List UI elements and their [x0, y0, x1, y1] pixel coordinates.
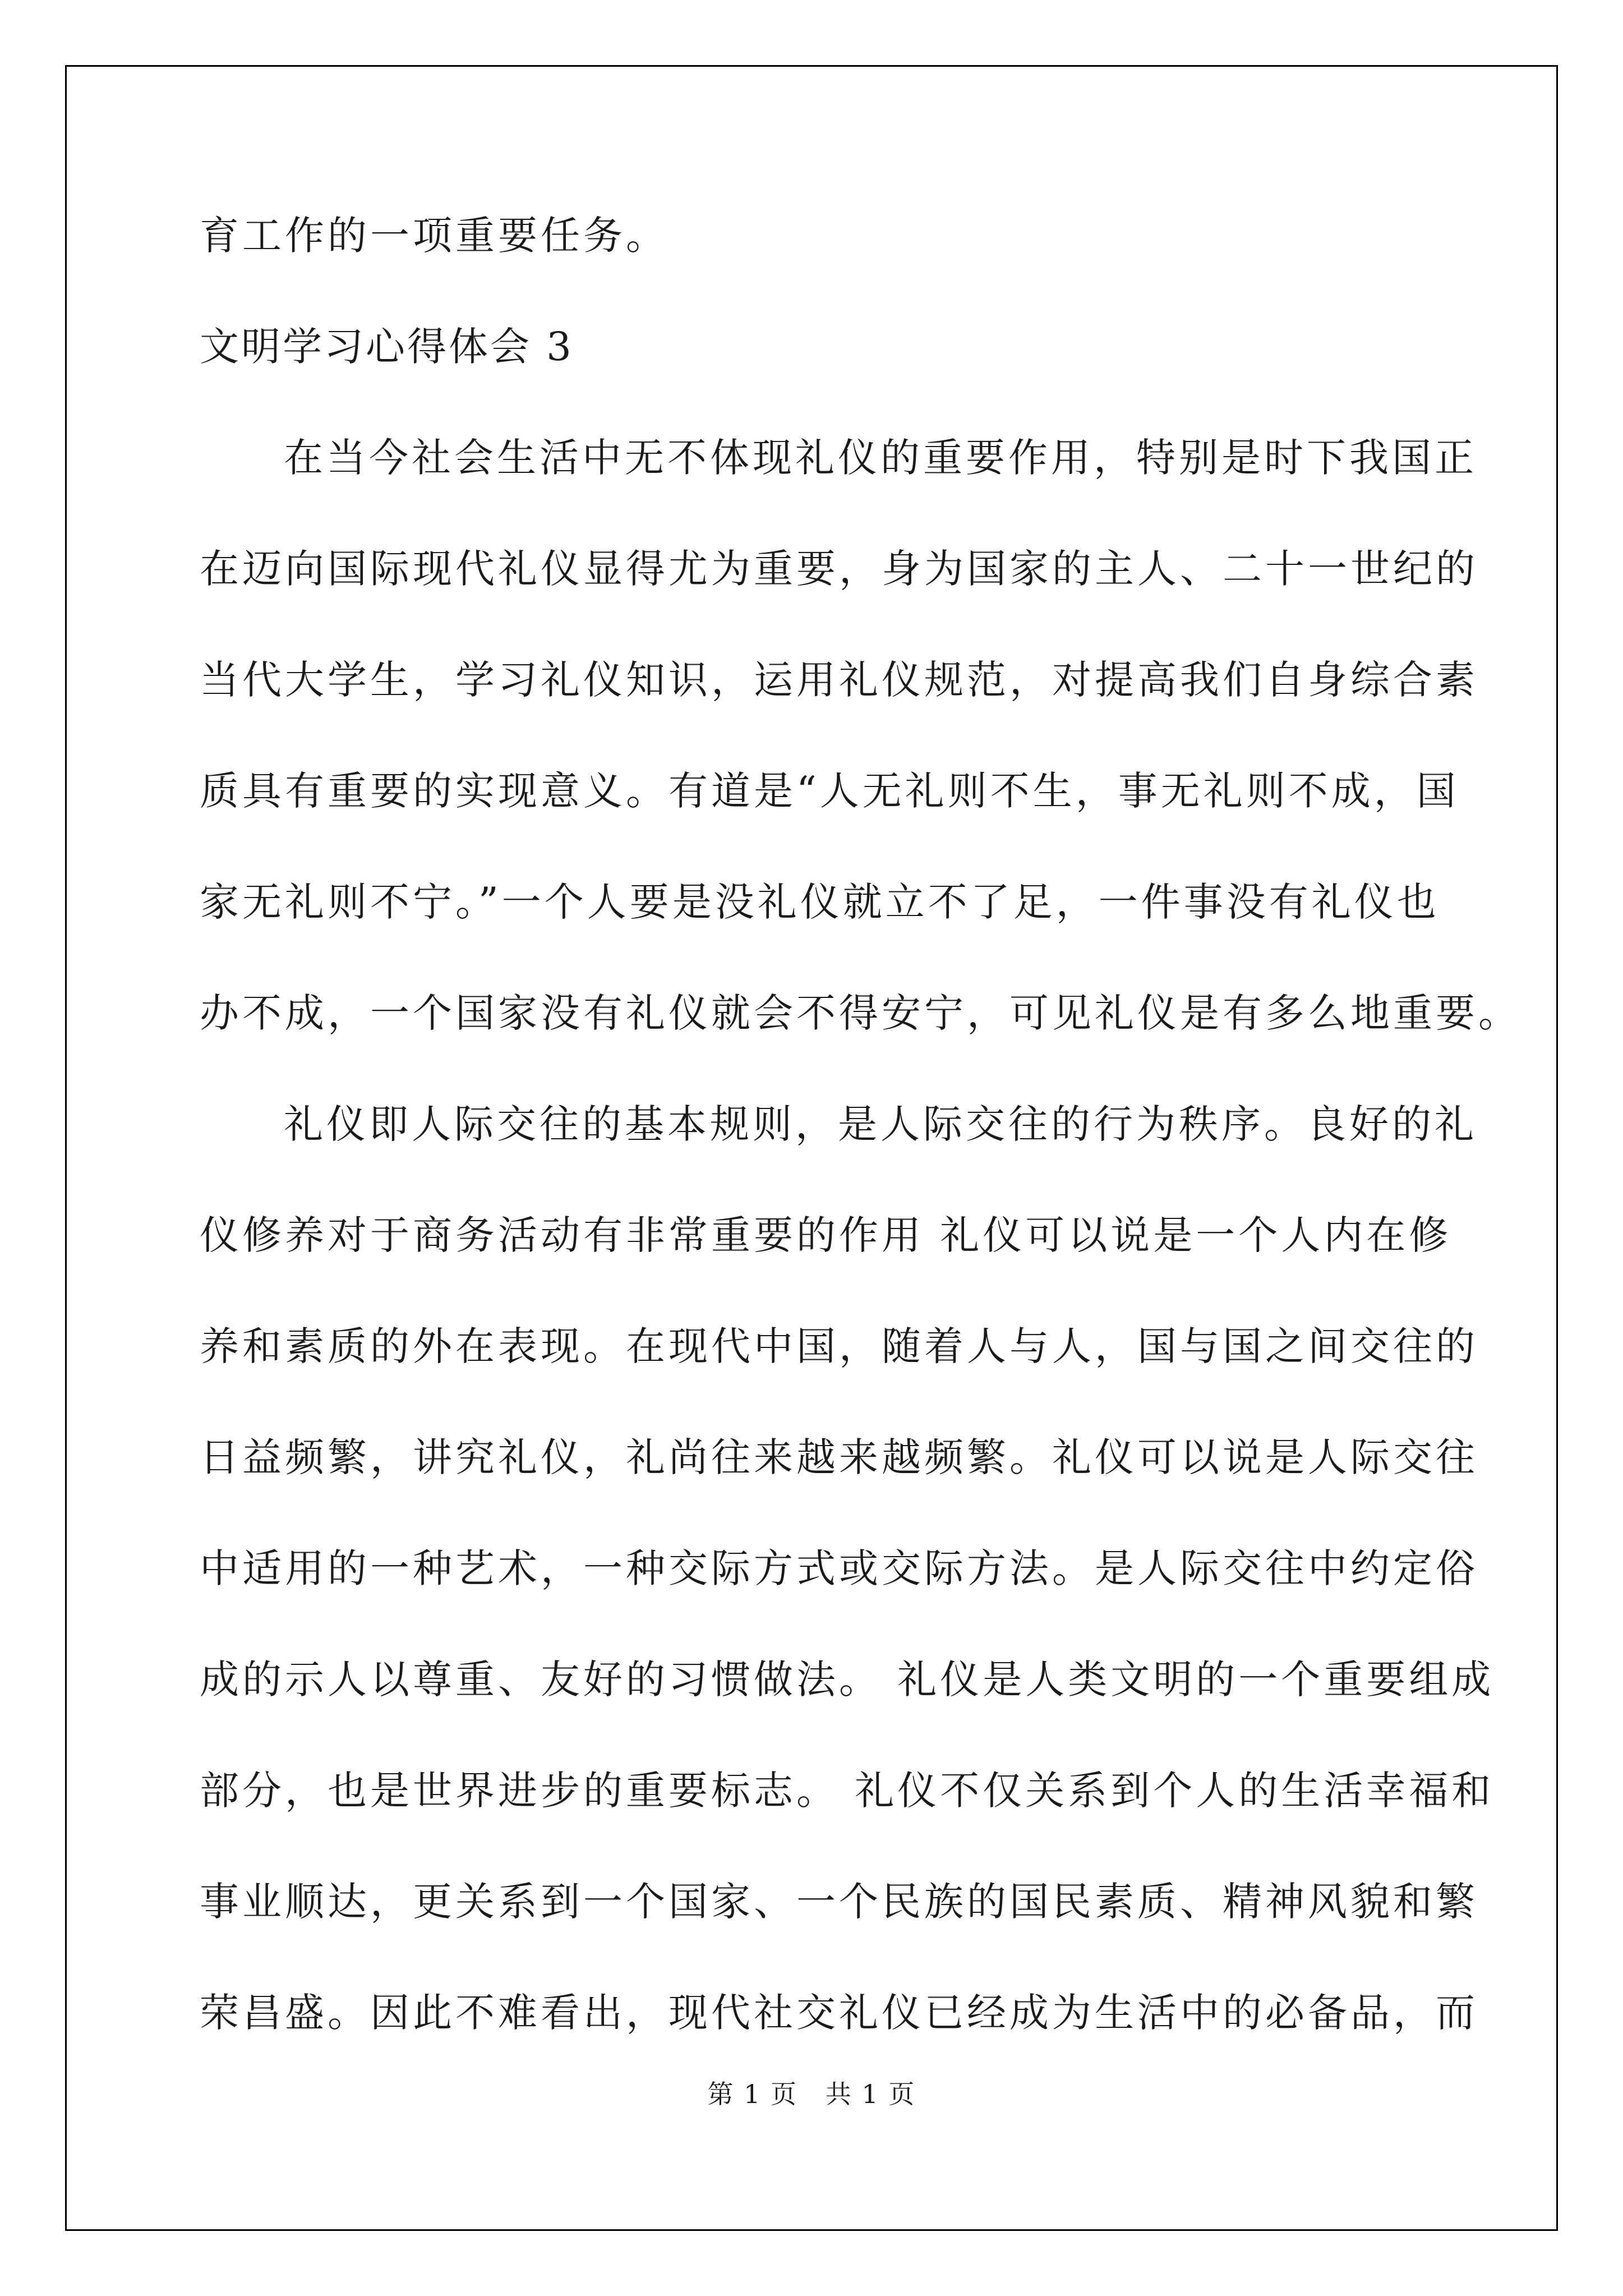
text-line: 在迈向国际现代礼仪显得尤为重要，身为国家的主人、二十一世纪的: [200, 546, 1478, 592]
paragraph-first-line: 在当今社会生活中无不体现礼仪的重要作用，特别是时下我国正: [284, 435, 1477, 481]
paragraph-first-line: 礼仪即人际交往的基本规则，是人际交往的行为秩序。良好的礼: [284, 1101, 1477, 1147]
text-line: 质具有重要的实现意义。有道是“人无礼则不生，事无礼则不成，国: [200, 768, 1459, 814]
text-line: 家无礼则不宁。”一个人要是没礼仪就立不了足，一件事没有礼仪也: [200, 879, 1440, 925]
text-line: 成的示人以尊重、友好的习惯做法。 礼仪是人类文明的一个重要组成: [200, 1657, 1495, 1703]
text-line: 育工作的一项重要任务。: [200, 213, 668, 259]
text-line: 日益频繁，讲究礼仪，礼尚往来越来越频繁。礼仪可以说是人际交往: [200, 1434, 1478, 1480]
text-line: 养和素质的外在表现。在现代中国，随着人与人，国与国之间交往的: [200, 1323, 1478, 1369]
text-line: 事业顺达，更关系到一个国家、一个民族的国民素质、精神风貌和繁: [200, 1879, 1478, 1925]
text-line: 中适用的一种艺术，一种交际方式或交际方法。是人际交往中约定俗: [200, 1545, 1478, 1591]
text-line: 荣昌盛。因此不难看出，现代社交礼仪已经成为生活中的必备品，而: [200, 1990, 1478, 2036]
section-heading: 文明学习心得体会 3: [200, 324, 574, 370]
text-line: 部分，也是世界进步的重要标志。 礼仪不仅关系到个人的生活幸福和: [200, 1768, 1495, 1814]
page-number-footer: 第 1 页 共 1 页: [707, 2079, 916, 2109]
text-line: 当代大学生，学习礼仪知识，运用礼仪规范，对提高我们自身综合素: [200, 657, 1478, 703]
text-line: 办不成，一个国家没有礼仪就会不得安宁，可见礼仪是有多么地重要。: [200, 990, 1521, 1036]
document-body: [200, 213, 1521, 2104]
text-line: 仪修养对于商务活动有非常重要的作用 礼仪可以说是一个人内在修: [200, 1212, 1452, 1258]
